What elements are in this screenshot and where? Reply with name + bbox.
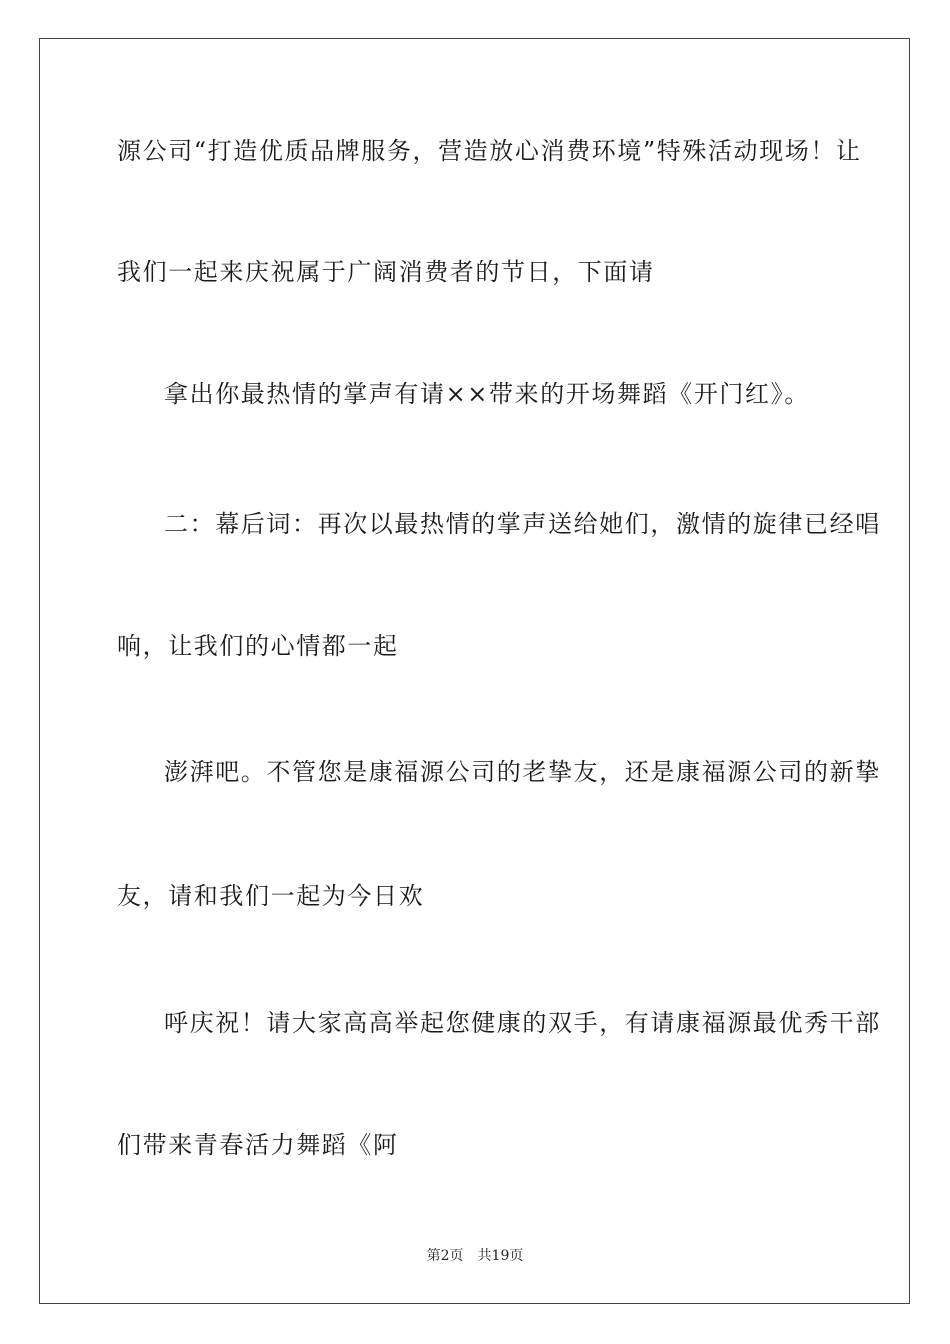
page-footer [0, 1247, 950, 1265]
body-line-6: 澎湃吧。不管您是康福源公司的老挚友，还是康福源公司的新挚 [164, 758, 881, 786]
page-total: 共19页 [477, 1248, 524, 1264]
body-line-5: 响，让我们的心情都一起 [117, 632, 399, 660]
page-border [39, 38, 910, 1304]
body-line-7: 友，请和我们一起为今日欢 [117, 882, 425, 910]
body-line-3: 拿出你最热情的掌声有请××带来的开场舞蹈《开门红》。 [164, 380, 810, 408]
body-line-8: 呼庆祝！请大家高高举起您健康的双手，有请康福源最优秀干部 [164, 1009, 881, 1037]
page-number: 第2页 [426, 1248, 464, 1264]
body-line-1: 源公司“打造优质品牌服务，营造放心消费环境”特殊活动现场！让 [117, 137, 862, 165]
body-line-2: 我们一起来庆祝属于广阔消费者的节日，下面请 [117, 258, 655, 286]
body-line-9: 们带来青春活力舞蹈《阿 [117, 1131, 399, 1159]
body-line-4: 二：幕后词：再次以最热情的掌声送给她们，激情的旋律已经唱 [164, 510, 881, 538]
